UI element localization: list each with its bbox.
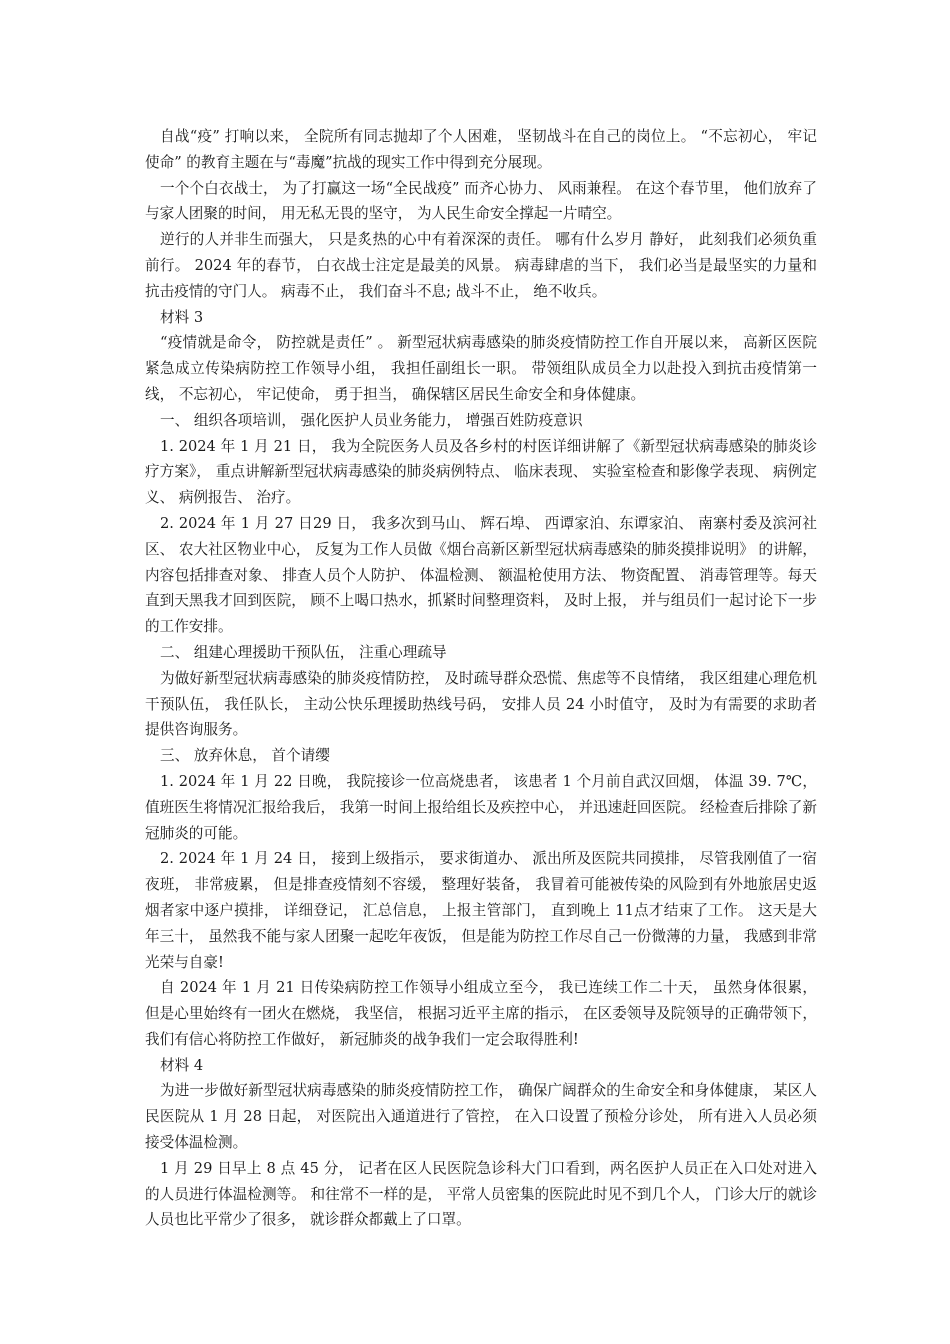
- paragraph: 1 月 29 日早上 8 点 45 分， 记者在区人民医院急诊科大门口看到，两名医护人员正在入口处对进入的人员进行体温检测等。 和往常不一样的是， 平常人员密集的医院此时见不到几个人， 门诊大厅的就诊人员也比平常少了很多， 就诊群众都戴上了口罩。: [145, 1159, 817, 1229]
- paragraph: 为做好新型冠状病毒感染的肺炎疫情防控， 及时疏导群众恐慌、焦虑等不良情绪， 我区组建心理危机干预队伍， 我任队长， 主动公快乐理援助热线号码， 安排人员 24 小时值守， 及时为有需要的求助者提供咨询服务。: [145, 669, 817, 739]
- paragraph: 自战“疫” 打响以来， 全院所有同志抛却了个人困难， 坚韧战斗在自己的岗位上。 “不忘初心， 牢记使命” 的教育主题在与“毒魔”抗战的现实工作中得到充分展现。: [145, 128, 817, 171]
- paragraph: 2. 2024 年 1 月 27 日29 日， 我多次到马山、 辉石埠、 西谭家泊、东谭家泊、 南寨村委及滨河社区、 农大社区物业中心， 反复为工作人员做《烟台高新区新型冠状病毒感染的肺炎摸排说明》 的讲解， 内容包括排查对象、 排查人员个人防护、 体温检测、 额温枪使用方法、 物资配置、 消毒管理等。每天直到天黑我才回到医院， 顾不上喝口热水，抓紧时间整理资料， 及时上报， 并与组员们一起讨论下一步的工作安排。: [145, 514, 817, 636]
- section-heading: 三、 放弃休息， 首个请缨: [160, 747, 330, 765]
- paragraph: 一个个白衣战士， 为了打赢这一场“全民战疫” 而齐心协力、 风雨兼程。 在这个春节里， 他们放弃了与家人团聚的时间， 用无私无畏的坚守， 为人民生命安全撑起一片晴空。: [145, 179, 817, 223]
- document-body: [145, 124, 817, 1233]
- paragraph: 1. 2024 年 1 月 22 日晚， 我院接诊一位高烧患者， 该患者 1 个月前自武汉回烟， 体温 39. 7℃， 值班医生将情况汇报给我后， 我第一时间上报给组长及疾控中心， 并迅速赶回医院。 经检查后排除了新冠肺炎的可能。: [145, 772, 817, 842]
- section-label: 材料 4: [160, 1056, 204, 1074]
- paragraph: 2. 2024 年 1 月 24 日， 接到上级指示， 要求街道办、 派出所及医院共同摸排， 尽管我刚值了一宿夜班， 非常疲累， 但是排查疫情刻不容缓， 整理好装备， 我冒着可能被传染的风险到有外地旅居史返烟者家中逐户摸排， 详细登记， 汇总信息， 上报主管部门， 直到晚上 11点才结束了工作。 这天是大年三十， 虽然我不能与家人团聚一起吃年夜饭， 但是能为防控工作尽自己一份微薄的力量， 我感到非常光荣与自豪!: [145, 850, 817, 971]
- paragraph: “疫情就是命令， 防控就是责任” 。 新型冠状病毒感染的肺炎疫情防控工作自开展以来， 高新区医院紧急成立传染病防控工作领导小组， 我担任副组长一职。 带领组队成员全力以赴投入到抗击疫情第一线， 不忘初心， 牢记使命， 勇于担当， 确保辖区居民生命安全和身体健康。: [145, 334, 817, 403]
- paragraph: 1. 2024 年 1 月 21 日， 我为全院医务人员及各乡村的村医详细讲解了《新型冠状病毒感染的肺炎诊疗方案》， 重点讲解新型冠状病毒感染的肺炎病例特点、 临床表现、 实验室检查和影像学表现、 病例定义、 病例报告、 治疗。: [145, 437, 817, 507]
- section-label: 材料 3: [160, 308, 204, 326]
- section-heading: 二、 组建心理援助干预队伍， 注重心理疏导: [160, 643, 447, 661]
- section-heading: 一、 组织各项培训， 强化医护人员业务能力， 增强百姓防疫意识: [160, 411, 583, 429]
- paragraph: 逆行的人并非生而强大， 只是炙热的心中有着深深的责任。 哪有什么岁月 静好， 此刻我们必须负重前行。 2024 年的春节， 白衣战士注定是最美的风景。 病毒肆虐的当下， 我们必当是最坚实的力量和抗击疫情的守门人。 病毒不止， 我们奋斗不息; 战斗不止， 绝不收兵。: [145, 231, 817, 300]
- paragraph: 自 2024 年 1 月 21 日传染病防控工作领导小组成立至今， 我已连续工作二十天， 虽然身体很累， 但是心里始终有一团火在燃烧， 我坚信， 根据习近平主席的指示， 在区委领导及院领导的正确带领下， 我们有信心将防控工作做好， 新冠肺炎的战争我们一定会取得胜利!: [145, 979, 817, 1048]
- paragraph: 为进一步做好新型冠状病毒感染的肺炎疫情防控工作， 确保广阔群众的生命安全和身体健康， 某区人民医院从 1 月 28 日起， 对医院出入通道进行了管控， 在入口设置了预检分诊处， 所有进入人员必须接受体温检测。: [145, 1082, 817, 1152]
